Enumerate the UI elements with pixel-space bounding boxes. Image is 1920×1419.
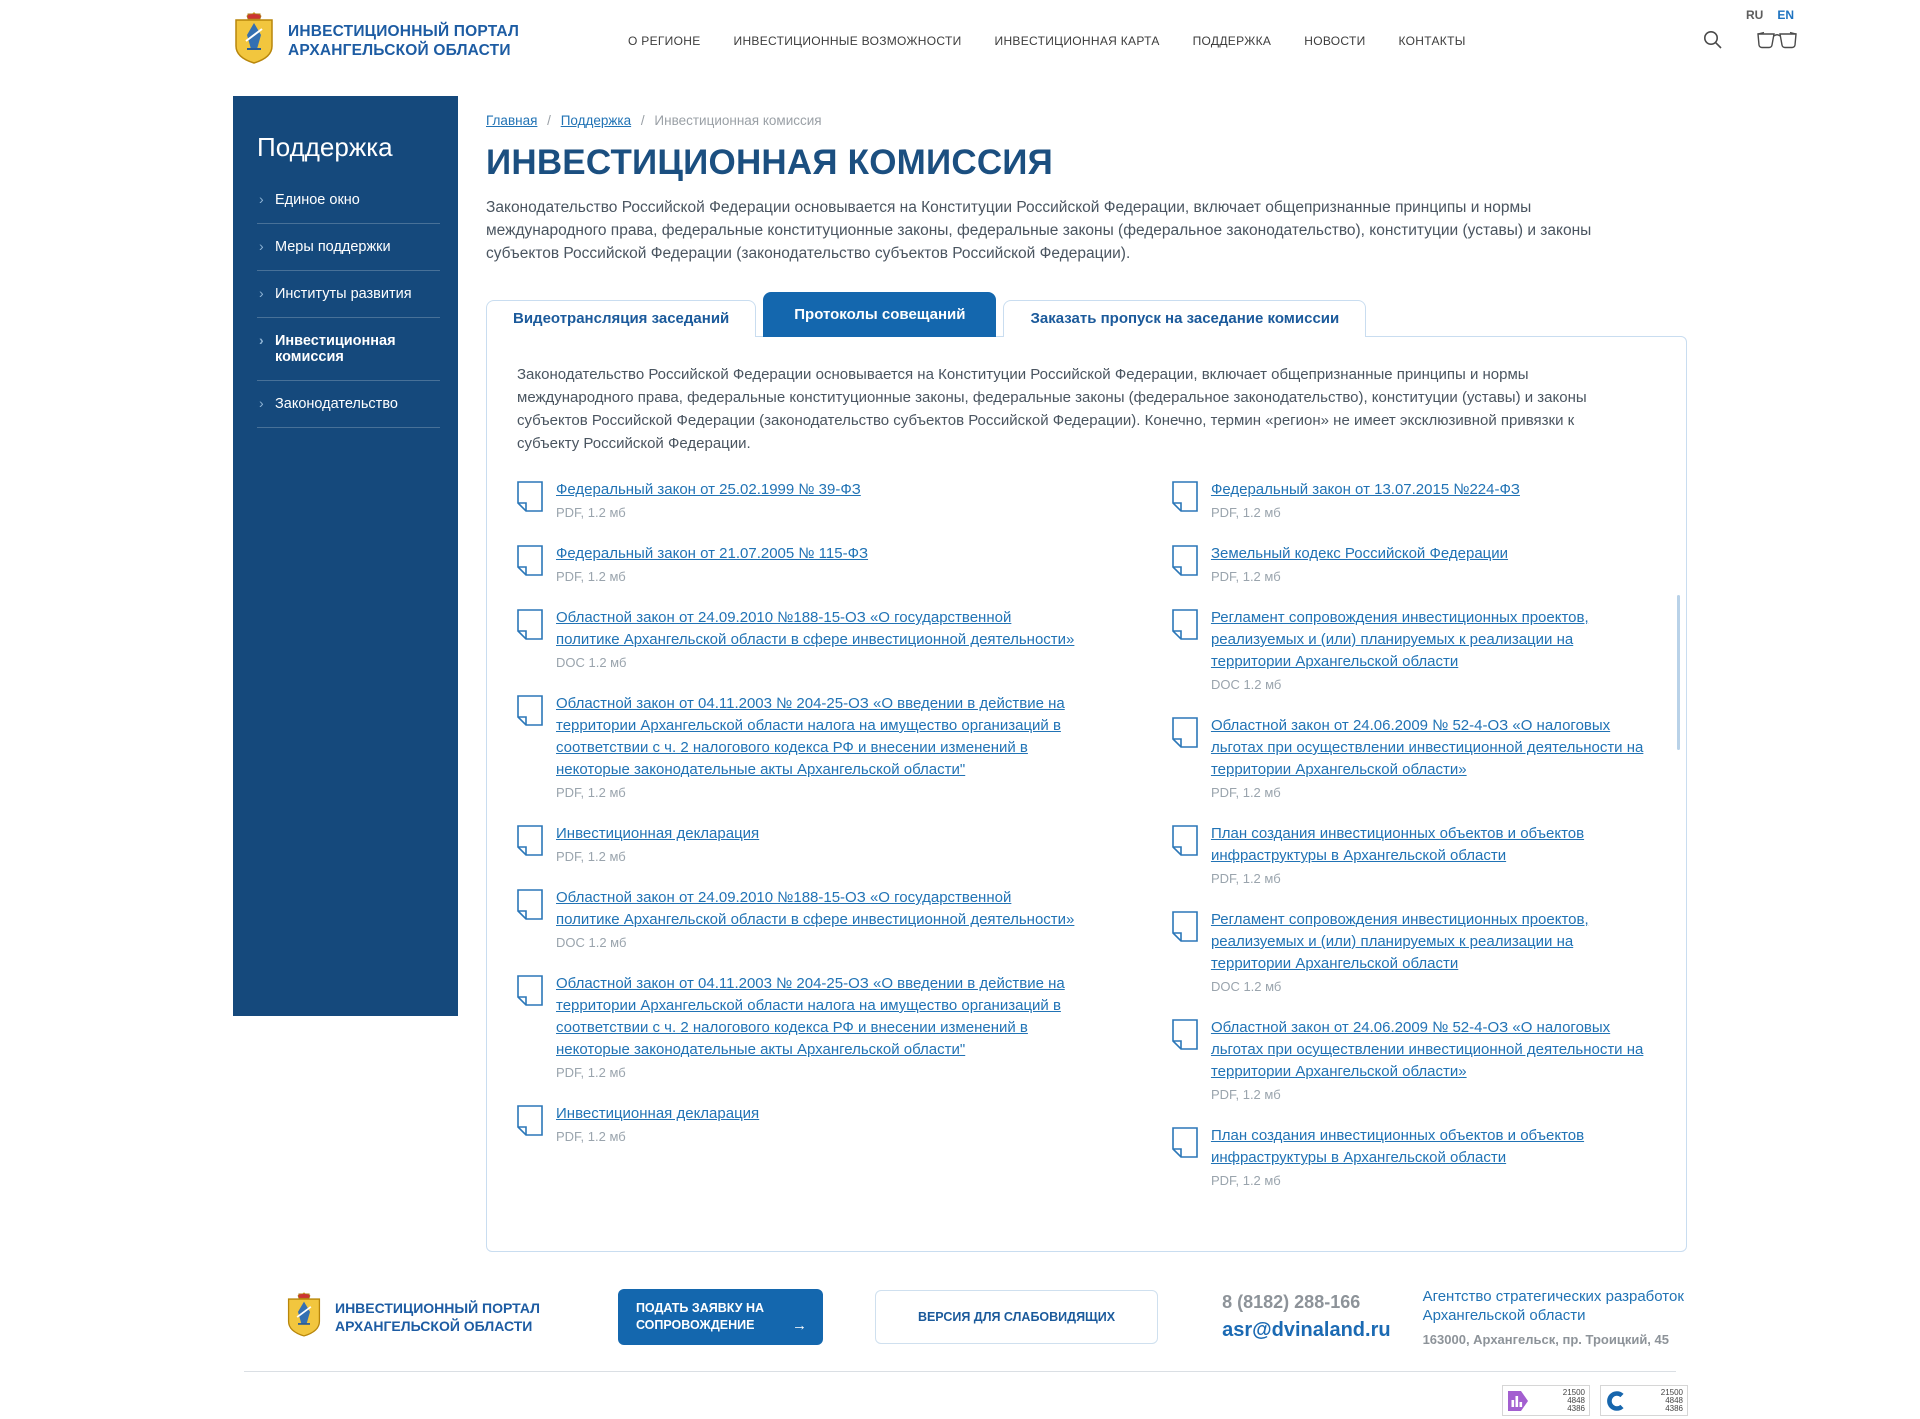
document-link[interactable]: Областной закон от 04.11.2003 № 204-25-ОЗ «О введении в действие на территории Архангельской области налога на имущество организаций в соответствии с ч. 2 налогового кодекса РФ и внесении изменений в некоторые законодательные акты Архангельской области" — [556, 695, 1065, 778]
document-item — [1172, 715, 1656, 800]
document-file-icon — [1172, 607, 1198, 692]
footer-agency — [1423, 1287, 1684, 1347]
document-link[interactable]: Областной закон от 24.06.2009 № 52-4-ОЗ «О налоговых льготах при осуществлении инвестиционной деятельности на территории Архангельской области» — [1210, 717, 1644, 778]
footer — [0, 1287, 1920, 1419]
document-file-icon — [517, 607, 543, 670]
glasses-icon[interactable] — [1754, 31, 1800, 49]
document-link[interactable]: Федеральный закон от 25.02.1999 № 39-ФЗ — [556, 481, 861, 498]
document-file-icon — [1172, 1125, 1198, 1188]
nav-item[interactable]: О РЕГИОНЕ — [628, 34, 701, 48]
sputnik-icon — [1601, 1391, 1631, 1411]
tab-panel-intro: Законодательство Российской Федерации основывается на Конституции Российской Федерации, включает общепризнанные принципы и нормы международного права, федеральные конституционные законы, федеральные законы (федеральное законодательство), конституции (уставы) и законы субъектов Российской Федерации (законодательство субъектов Российской Федерации). Конечно, термин «регион» не имеет эксклюзивной привязки к субъекту Российской Федерации. — [517, 366, 1587, 452]
tab-order-pass[interactable]: Заказать пропуск на заседание комиссии — [1003, 300, 1366, 337]
page-title: ИНВЕСТИЦИОННАЯ КОМИССИЯ — [486, 143, 1054, 182]
sputnik-counter-badge[interactable] — [1600, 1385, 1688, 1416]
document-link[interactable]: Земельный кодекс Российской Федерации — [1210, 545, 1509, 562]
tabs — [486, 292, 1687, 336]
document-size: PDF, 1.2 мб — [556, 849, 626, 864]
sidebar-item[interactable]: › Институты развития — [257, 271, 440, 318]
metrika-counter-badge[interactable] — [1502, 1385, 1590, 1416]
document-size: PDF, 1.2 мб — [556, 785, 626, 800]
sidebar-title: Поддержка — [257, 132, 393, 162]
document-item — [1172, 909, 1656, 994]
tab-video-broadcast[interactable]: Видеотрансляция заседаний — [486, 300, 756, 337]
document-item — [517, 887, 1075, 950]
document-item — [517, 973, 1075, 1080]
document-item — [1172, 543, 1656, 584]
document-file-icon — [517, 887, 543, 950]
document-file-icon — [517, 973, 543, 1080]
sidebar-item[interactable]: › Законодательство — [257, 381, 440, 428]
document-size: DOC 1.2 мб — [556, 655, 627, 670]
document-file-icon — [1172, 1017, 1198, 1102]
breadcrumb-support[interactable]: Поддержка — [560, 113, 632, 128]
lang-ru[interactable]: RU — [1745, 8, 1764, 22]
site-title: ИНВЕСТИЦИОННЫЙ ПОРТАЛ АРХАНГЕЛЬСКОЙ ОБЛАСТИ — [288, 22, 520, 59]
tab-meeting-protocols[interactable]: Протоколы совещаний — [763, 292, 996, 337]
document-file-icon — [517, 1103, 543, 1144]
nav-item[interactable]: ИНВЕСТИЦИОННАЯ КАРТА — [994, 34, 1160, 48]
document-size: PDF, 1.2 мб — [556, 1129, 626, 1144]
document-link[interactable]: Областной закон от 24.06.2009 № 52-4-ОЗ «О налоговых льготах при осуществлении инвестиционной деятельности на территории Архангельской области» — [1210, 1019, 1644, 1080]
counter-values: 21500 4848 4386 — [1660, 1387, 1683, 1413]
document-file-icon — [517, 693, 543, 800]
breadcrumb: Главная / Поддержка / Инвестиционная комиссия — [486, 113, 822, 128]
breadcrumb-home[interactable]: Главная — [486, 113, 538, 128]
document-size: PDF, 1.2 мб — [556, 505, 626, 520]
document-link[interactable]: Федеральный закон от 13.07.2015 №224-ФЗ — [1210, 481, 1520, 498]
nav-item[interactable]: НОВОСТИ — [1304, 34, 1366, 48]
arrow-right-icon: → — [791, 1317, 807, 1334]
apply-support-button[interactable]: ПОДАТЬ ЗАЯВКУ НА СОПРОВОЖДЕНИЕ → — [618, 1289, 823, 1345]
document-size: DOC 1.2 мб — [1210, 677, 1282, 692]
tab-panel — [486, 336, 1687, 1252]
document-item — [517, 693, 1075, 800]
document-column-right — [1172, 479, 1656, 1211]
page-intro: Законодательство Российской Федерации основывается на Конституции Российской Федерации, включает общепризнанные принципы и нормы международного права, федеральные конституционные законы, федеральные законы (федеральное законодательство), конституции (уставы) и законы субъектов Российской Федерации (законодательство субъектов Российской Федерации). — [486, 199, 1592, 262]
document-file-icon — [517, 823, 543, 864]
document-column-left — [517, 479, 1075, 1211]
document-link[interactable]: Областной закон от 24.09.2010 №188-15-ОЗ «О государственной политике Архангельской области в сфере инвестиционной деятельности» — [556, 609, 1075, 648]
site-logo[interactable] — [233, 11, 519, 70]
document-link[interactable]: План создания инвестиционных объектов и объектов инфраструктуры в Архангельской области — [1210, 1127, 1585, 1166]
document-size: DOC 1.2 мб — [1210, 979, 1282, 994]
document-link[interactable]: Регламент сопровождения инвестиционных проектов, реализуемых и (или) планируемых к реализации на территории Архангельской области — [1210, 911, 1589, 972]
document-item — [517, 823, 1075, 864]
document-size: PDF, 1.2 мб — [1210, 569, 1281, 584]
document-item — [1172, 1017, 1656, 1102]
document-file-icon — [517, 543, 543, 584]
lang-en[interactable]: EN — [1777, 8, 1794, 22]
footer-top — [230, 1287, 1690, 1347]
document-size: PDF, 1.2 мб — [556, 569, 626, 584]
document-file-icon — [1172, 909, 1198, 994]
header — [0, 0, 1920, 78]
coat-of-arms-icon — [286, 1291, 322, 1343]
document-item — [517, 479, 1075, 520]
document-size: PDF, 1.2 мб — [1210, 1173, 1281, 1188]
footer-phone: 8 (8182) 288-166 — [1222, 1292, 1361, 1312]
document-link[interactable]: Областной закон от 24.09.2010 №188-15-ОЗ «О государственной политике Архангельской области в сфере инвестиционной деятельности» — [556, 889, 1075, 928]
document-item — [1172, 823, 1656, 886]
document-file-icon — [1172, 479, 1198, 520]
document-link[interactable]: Инвестиционная декларация — [556, 825, 760, 842]
footer-site-title: ИНВЕСТИЦИОННЫЙ ПОРТАЛ АРХАНГЕЛЬСКОЙ ОБЛАСТИ — [335, 1300, 540, 1334]
sidebar-item[interactable]: › Инвестиционная комиссия — [257, 318, 440, 381]
footer-contacts — [1222, 1292, 1390, 1342]
document-item — [1172, 479, 1656, 520]
document-size: PDF, 1.2 мб — [556, 1065, 626, 1080]
footer-logo[interactable] — [286, 1291, 540, 1343]
document-size: PDF, 1.2 мб — [1210, 505, 1281, 520]
sidebar-item[interactable]: › Меры поддержки — [257, 224, 440, 271]
document-file-icon — [517, 479, 543, 520]
nav-item[interactable]: ИНВЕСТИЦИОННЫЕ ВОЗМОЖНОСТИ — [733, 34, 962, 48]
document-size: PDF, 1.2 мб — [1210, 785, 1281, 800]
document-size: PDF, 1.2 мб — [1210, 1087, 1281, 1102]
document-item — [1172, 1125, 1656, 1188]
agency-address: 163000, Архангельск, пр. Троицкий, 45 — [1422, 1332, 1669, 1347]
counter-values: 21500 4848 4386 — [1562, 1387, 1585, 1413]
sidebar-menu — [257, 177, 440, 428]
document-file-icon — [1172, 823, 1198, 886]
breadcrumb-current: Инвестиционная комиссия — [654, 113, 822, 128]
document-item — [517, 1103, 1075, 1144]
main-nav — [628, 34, 1466, 48]
footer-email[interactable]: asr@dvinaland.ru — [1222, 1319, 1391, 1341]
document-item — [1172, 607, 1656, 692]
header-icons — [1703, 30, 1800, 49]
document-columns — [517, 479, 1656, 1211]
document-file-icon — [1172, 715, 1198, 800]
document-size: DOC 1.2 мб — [556, 935, 627, 950]
sidebar-item[interactable]: › Единое окно — [257, 177, 440, 224]
document-link[interactable]: Областной закон от 04.11.2003 № 204-25-ОЗ «О введении в действие на территории Архангельской области налога на имущество организаций в соответствии с ч. 2 налогового кодекса РФ и внесении изменений в некоторые законодательные акты Архангельской области" — [556, 975, 1065, 1058]
nav-item[interactable]: ПОДДЕРЖКА — [1192, 34, 1272, 48]
document-size: PDF, 1.2 мб — [1210, 871, 1281, 886]
search-icon[interactable] — [1703, 30, 1722, 49]
language-switch — [1746, 8, 1794, 22]
sidebar-support — [233, 96, 458, 1016]
document-link[interactable]: Регламент сопровождения инвестиционных проектов, реализуемых и (или) планируемых к реализации на территории Архангельской области — [1210, 609, 1589, 670]
metrika-icon — [1503, 1391, 1533, 1411]
content-area — [0, 78, 1920, 1273]
document-item — [517, 543, 1075, 584]
coat-of-arms-icon — [233, 11, 275, 70]
main-column — [458, 78, 1687, 1273]
document-file-icon — [1172, 543, 1198, 584]
document-link[interactable]: Федеральный закон от 21.07.2005 № 115-ФЗ — [556, 545, 869, 562]
document-item — [517, 607, 1075, 670]
scrollbar-thumb[interactable] — [1677, 595, 1680, 750]
document-link[interactable]: План создания инвестиционных объектов и объектов инфраструктуры в Архангельской области — [1210, 825, 1585, 864]
nav-item[interactable]: КОНТАКТЫ — [1398, 34, 1466, 48]
agency-name: Агентство стратегических разработок Архангельской области — [1422, 1288, 1684, 1324]
footer-bottom — [230, 1372, 1690, 1416]
visually-impaired-version-button[interactable]: ВЕРСИЯ ДЛЯ СЛАБОВИДЯЩИХ — [875, 1290, 1158, 1344]
document-link[interactable]: Инвестиционная декларация — [556, 1105, 760, 1122]
